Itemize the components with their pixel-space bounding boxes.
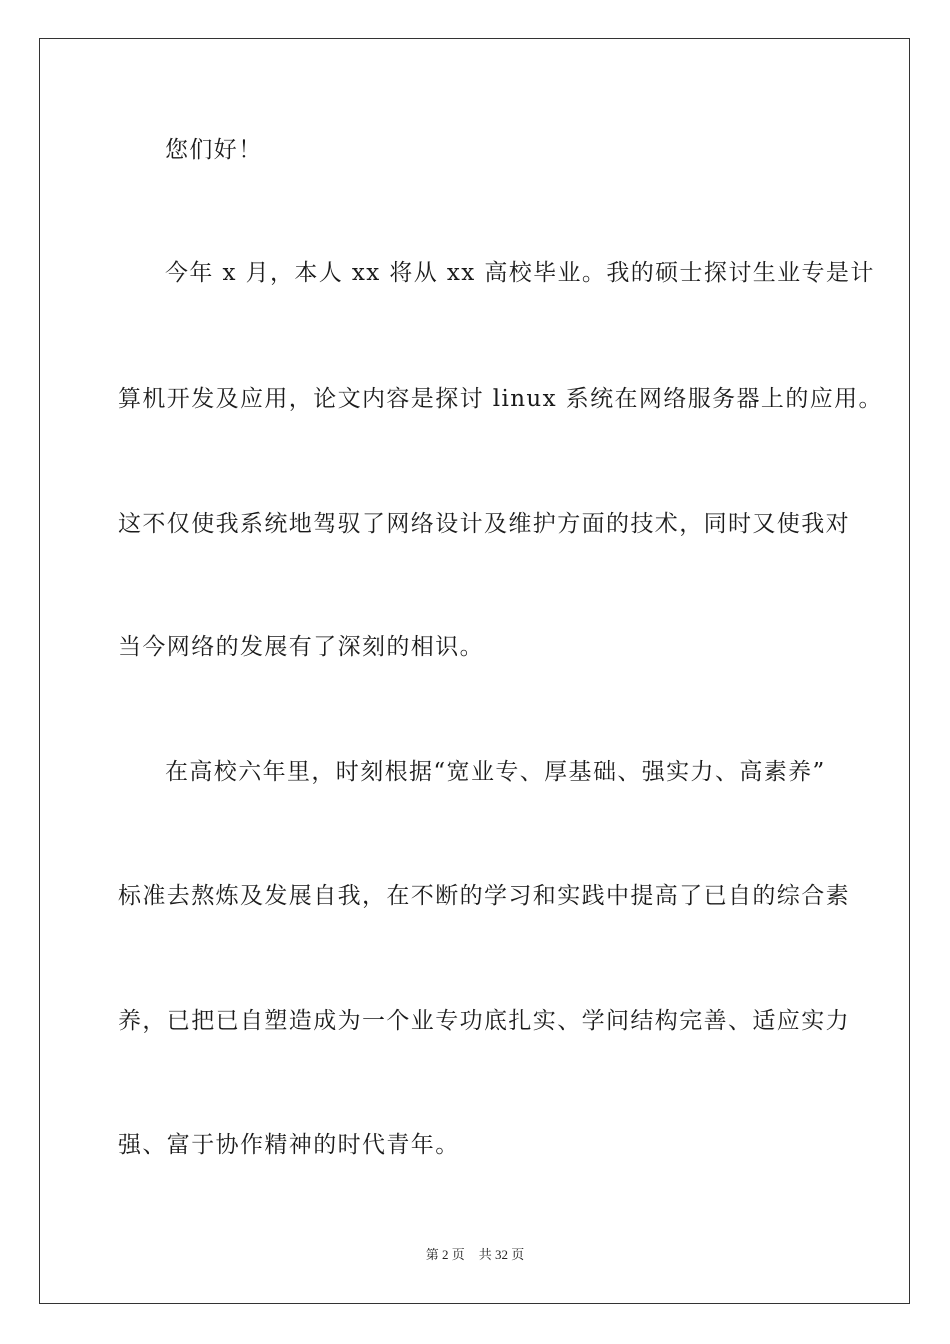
page-footer bbox=[0, 1247, 950, 1263]
paragraph-line: 当今网络的发展有了深刻的相识。 bbox=[118, 634, 484, 660]
paragraph-line: 今年 x 月，本人 xx 将从 xx 高校毕业。我的硕士探讨生业专是计 bbox=[165, 260, 875, 286]
paragraph-line: 标准去熬炼及发展自我，在不断的学习和实践中提高了已自的综合素 bbox=[118, 883, 850, 909]
paragraph-line: 您们好！ bbox=[165, 137, 263, 163]
paragraph-line: 这不仅使我系统地驾驭了网络设计及维护方面的技术，同时又使我对 bbox=[118, 511, 850, 537]
paragraph-line: 在高校六年里，时刻根据“宽业专、厚基础、强实力、高素养” bbox=[165, 759, 826, 785]
page-border bbox=[39, 38, 910, 1304]
total-pages: 共 32 页 bbox=[478, 1247, 525, 1262]
paragraph-line: 算机开发及应用，论文内容是探讨 linux 系统在网络服务器上的应用。 bbox=[118, 386, 883, 412]
page-number: 第 2 页 bbox=[425, 1247, 465, 1262]
paragraph-line: 强、富于协作精神的时代青年。 bbox=[118, 1132, 460, 1158]
paragraph-line: 养，已把已自塑造成为一个业专功底扎实、学问结构完善、适应实力 bbox=[118, 1008, 850, 1034]
